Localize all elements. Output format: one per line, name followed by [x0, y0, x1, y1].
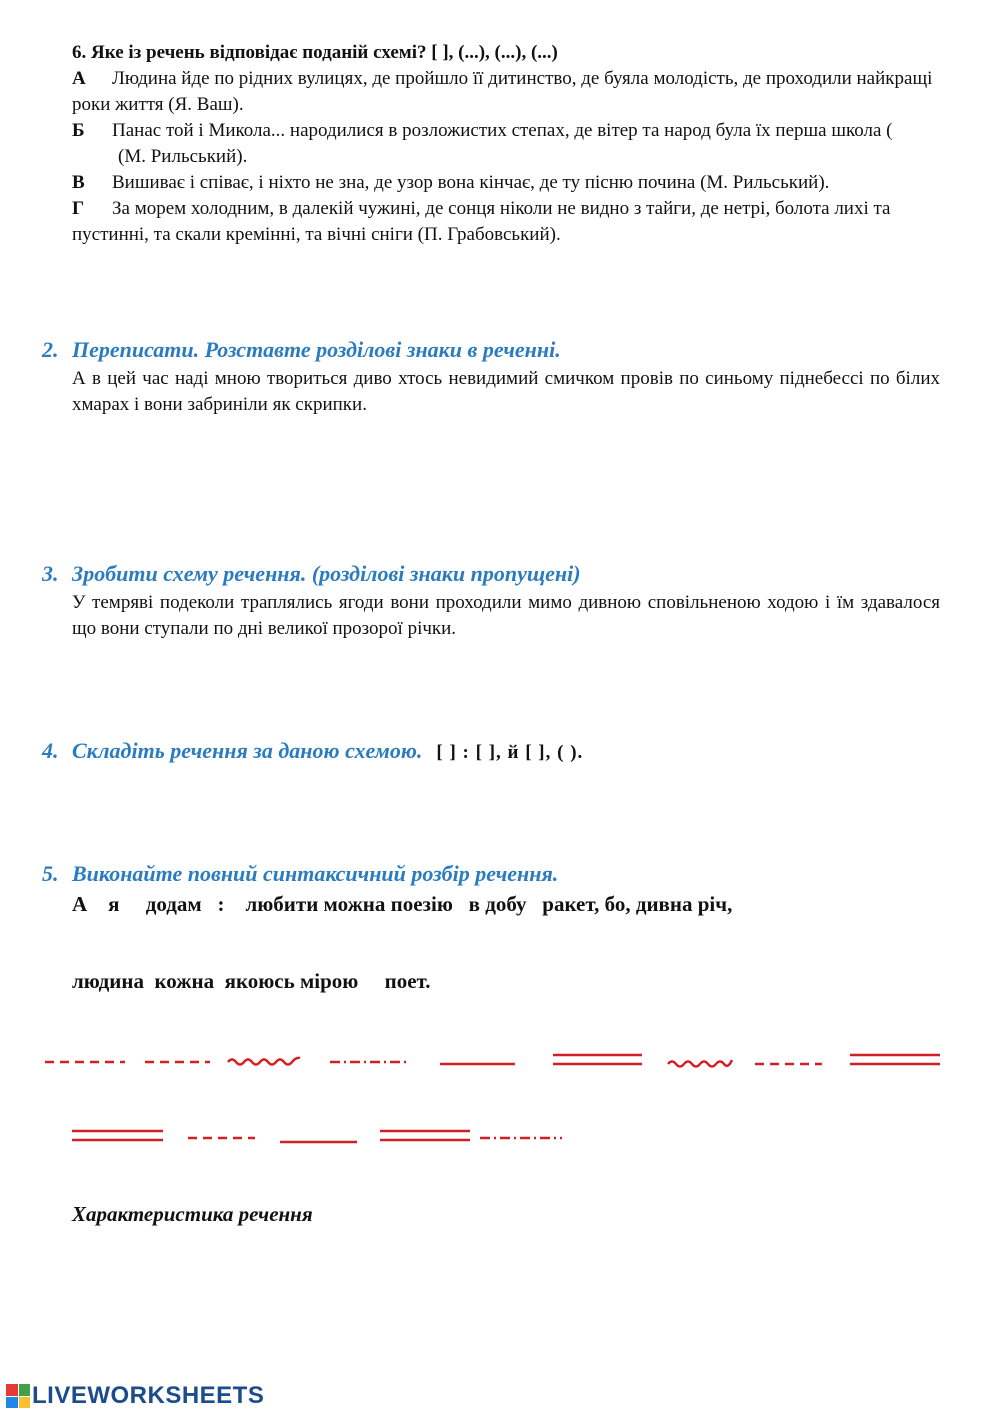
sentence-characteristic-label: Характеристика речення: [72, 1202, 313, 1226]
task-2-answer-area[interactable]: [72, 425, 940, 555]
task-4-answer-area[interactable]: [72, 775, 940, 855]
option-text: Панас той і Микола... народилися в розложистих степах, де вітер та народ була їх перша школа (: [112, 120, 893, 141]
option-letter: Б: [72, 120, 85, 141]
task-4-heading: [42, 737, 583, 767]
parse-sentence-line-1: А я додам : любити можна поезію в добу ракет, бо, дивна річ,: [72, 892, 733, 916]
task-3-answer-area[interactable]: [72, 650, 940, 725]
option-letter: Г: [72, 198, 85, 219]
task-number: 3.: [42, 561, 59, 586]
double-underline-mark: [380, 1131, 470, 1140]
task-2-sentence: А в цей час наді мною твориться диво хтось невидимий смичком провів по синьому піднебессі по білих хмарах і вони забриніли як скрипки.: [72, 368, 940, 415]
liveworksheets-logo-icon: [6, 1384, 30, 1408]
option-text: Вишиває і співає, і ніхто не зна, де узор вона кінчає, де ту пісню почина (М. Рильський).: [112, 172, 830, 193]
task-title: Зробити схему речення. (розділові знаки пропущені): [72, 561, 581, 586]
logo-text: LIVEWORKSHEETS: [32, 1382, 265, 1409]
task-number: 5.: [42, 861, 59, 886]
wavy-mark: [228, 1058, 300, 1065]
characteristic-answer-area[interactable]: [72, 1235, 940, 1355]
wavy-mark: [668, 1060, 732, 1067]
question-6-title: 6. Яке із речень відповідає поданій схемі? [ ], (...), (...), (...): [72, 42, 558, 63]
option-b-source: (М. Рильський).: [118, 146, 248, 167]
task-3-heading: [42, 560, 581, 588]
question-6: [72, 40, 942, 248]
option-letter: В: [72, 172, 85, 193]
parse-sentence-line-2: людина кожна якоюсь мірою поет.: [72, 969, 431, 993]
task-title: Виконайте повний синтаксичний розбір речення.: [72, 861, 559, 886]
double-underline-mark: [850, 1055, 940, 1064]
sentence-scheme: [ ] : [ ], й [ ], ( ).: [436, 742, 584, 763]
task-title: Переписати. Розставте розділові знаки в реченні.: [72, 337, 561, 362]
task-2-heading: [42, 336, 561, 364]
option-text: Людина йде по рідних вулицях, де пройшло її дитинство, де буяла молодість, де проходили найкращі роки життя (Я. Ваш).: [72, 68, 933, 115]
task-5-heading: [42, 860, 558, 888]
option-letter: А: [72, 68, 86, 89]
task-3-sentence: У темряві подеколи траплялись ягоди вони проходили мимо дивною сповільненою ходою і їм здавалося що вони ступали по дні великої прозорої річки.: [72, 592, 940, 639]
task-number: 2.: [42, 337, 59, 362]
double-underline-mark: [72, 1131, 163, 1140]
option-b: [72, 118, 942, 144]
task-number: 4.: [42, 738, 59, 763]
sentence-member-marks: [0, 1040, 1000, 1150]
option-text: За морем холодним, в далекій чужині, де сонця ніколи не видно з тайги, де нетрі, болота лихі та пустинні, та скали кремінні, та вічні сніги (П. Грабовський).: [72, 198, 891, 245]
task-title: Складіть речення за даною схемою.: [72, 738, 423, 763]
option-v: [72, 170, 942, 196]
double-underline-mark: [553, 1055, 642, 1064]
liveworksheets-logo[interactable]: [6, 1382, 264, 1410]
option-g: [72, 196, 942, 248]
option-a: [72, 66, 942, 118]
